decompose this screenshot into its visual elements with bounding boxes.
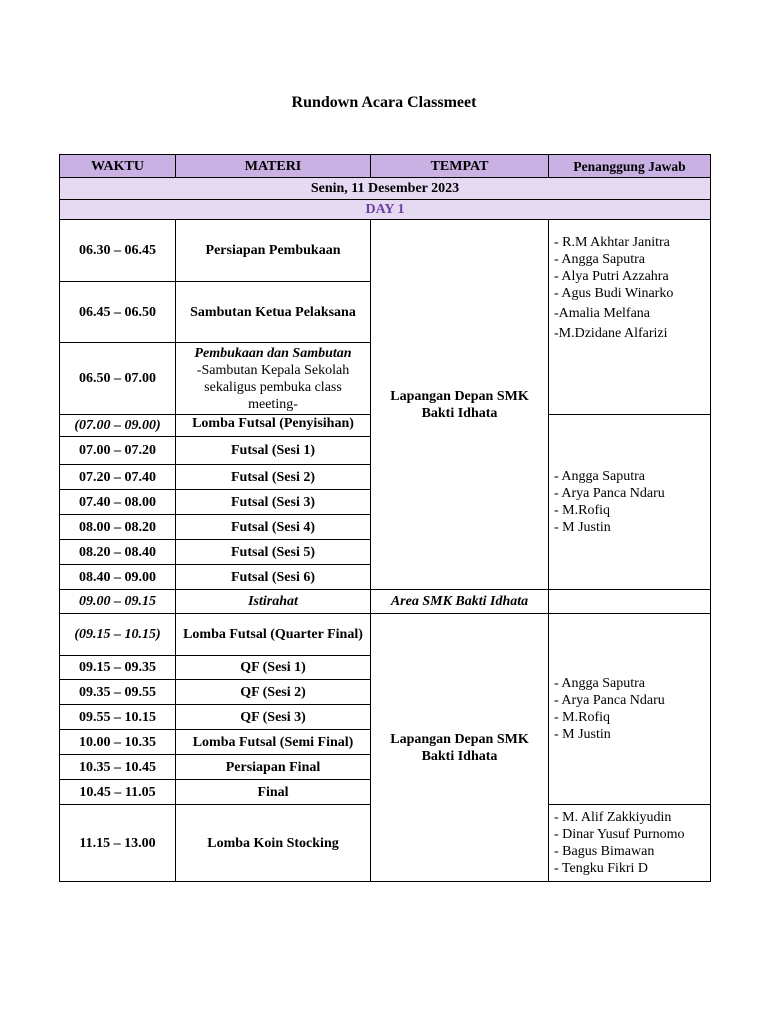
- waktu-cell: 10.35 – 10.45: [60, 755, 176, 780]
- day-cell: DAY 1: [60, 200, 711, 220]
- waktu-cell: (09.15 – 10.15): [60, 614, 176, 656]
- header-penanggung-jawab: Penanggung Jawab: [549, 155, 711, 178]
- pj-name: - Dinar Yusuf Purnomo: [554, 827, 685, 842]
- waktu-cell: 09.55 – 10.15: [60, 705, 176, 730]
- pj-cell-empty: [549, 590, 711, 614]
- materi-cell: Sambutan Ketua Pelaksana: [176, 282, 371, 343]
- waktu-cell: 08.00 – 08.20: [60, 515, 176, 540]
- waktu-cell: 08.20 – 08.40: [60, 540, 176, 565]
- pj-cell-group-1: [549, 220, 711, 415]
- materi-cell: Futsal (Sesi 6): [176, 565, 371, 590]
- waktu-cell: 10.00 – 10.35: [60, 730, 176, 755]
- materi-cell: Futsal (Sesi 3): [176, 490, 371, 515]
- materi-title: Pembukaan dan Sambutan: [194, 345, 352, 361]
- pj-name: - Angga Saputra: [554, 676, 645, 691]
- tempat-cell-lapangan-1: Lapangan Depan SMK Bakti Idhata: [371, 220, 549, 590]
- pj-name: - Angga Saputra: [554, 252, 645, 267]
- pj-cell-group-3: [549, 614, 711, 805]
- materi-cell: Futsal (Sesi 2): [176, 465, 371, 490]
- pj-name: - M.Rofiq: [554, 503, 610, 518]
- materi-cell: Final: [176, 780, 371, 805]
- waktu-cell: 11.15 – 13.00: [60, 805, 176, 882]
- materi-cell: Lomba Koin Stocking: [176, 805, 371, 882]
- waktu-cell: 06.50 – 07.00: [60, 343, 176, 415]
- tempat-cell-lapangan-2: Lapangan Depan SMK Bakti Idhata: [371, 614, 549, 882]
- materi-cell: Lomba Futsal (Penyisihan): [176, 415, 371, 437]
- materi-cell: Persiapan Final: [176, 755, 371, 780]
- tempat-cell-area: Area SMK Bakti Idhata: [371, 590, 549, 614]
- rundown-table: [59, 154, 711, 882]
- materi-cell: Futsal (Sesi 4): [176, 515, 371, 540]
- pj-name: - Tengku Fikri D: [554, 861, 649, 876]
- waktu-cell: 08.40 – 09.00: [60, 565, 176, 590]
- waktu-cell: 06.30 – 06.45: [60, 220, 176, 282]
- table-row: [60, 220, 711, 282]
- materi-cell: [176, 343, 371, 415]
- waktu-cell: 07.20 – 07.40: [60, 465, 176, 490]
- document-title: Rundown Acara Classmeet: [291, 94, 477, 111]
- date-row: [60, 178, 711, 200]
- pj-name: - Arya Panca Ndaru: [554, 486, 665, 501]
- pj-name: - Arya Panca Ndaru: [554, 693, 665, 708]
- pj-name: - Bagus Bimawan: [554, 844, 655, 859]
- header-materi: MATERI: [176, 155, 371, 178]
- materi-cell: Persiapan Pembukaan: [176, 220, 371, 282]
- pj-name: - M.Rofiq: [554, 710, 610, 725]
- waktu-cell: 09.00 – 09.15: [60, 590, 176, 614]
- pj-name: - M Justin: [554, 520, 611, 535]
- pj-name: - Alya Putri Azzahra: [554, 269, 669, 284]
- header-row: [60, 155, 711, 178]
- pj-name: - M Justin: [554, 727, 611, 742]
- date-cell: Senin, 11 Desember 2023: [60, 178, 711, 200]
- header-waktu: WAKTU: [60, 155, 176, 178]
- waktu-cell: 07.00 – 07.20: [60, 437, 176, 465]
- materi-subtitle: -Sambutan Kepala Sekolah sekaligus pembuka class meeting-: [196, 362, 350, 412]
- waktu-cell: 09.35 – 09.55: [60, 680, 176, 705]
- table-row: [60, 614, 711, 656]
- pj-name: - Agus Budi Winarko: [554, 286, 674, 301]
- materi-cell: Istirahat: [176, 590, 371, 614]
- pj-name: - Angga Saputra: [554, 469, 645, 484]
- materi-cell: QF (Sesi 2): [176, 680, 371, 705]
- pj-name: -Amalia Melfana: [554, 306, 651, 321]
- pj-name: - M. Alif Zakkiyudin: [554, 810, 672, 825]
- materi-cell: Lomba Futsal (Semi Final): [176, 730, 371, 755]
- day-row: [60, 200, 711, 220]
- materi-cell: QF (Sesi 1): [176, 656, 371, 680]
- materi-cell: Lomba Futsal (Quarter Final): [176, 614, 371, 656]
- pj-cell-group-2: [549, 415, 711, 590]
- waktu-cell: 10.45 – 11.05: [60, 780, 176, 805]
- materi-cell: Futsal (Sesi 5): [176, 540, 371, 565]
- materi-cell: QF (Sesi 3): [176, 705, 371, 730]
- pj-name: - R.M Akhtar Janitra: [554, 235, 670, 250]
- pj-name: -M.Dzidane Alfarizi: [554, 326, 668, 341]
- header-tempat: TEMPAT: [371, 155, 549, 178]
- waktu-cell: (07.00 – 09.00): [60, 415, 176, 437]
- pj-cell-group-4: [549, 805, 711, 882]
- waktu-cell: 07.40 – 08.00: [60, 490, 176, 515]
- table-row: [60, 590, 711, 614]
- materi-cell: Futsal (Sesi 1): [176, 437, 371, 465]
- waktu-cell: 06.45 – 06.50: [60, 282, 176, 343]
- waktu-cell: 09.15 – 09.35: [60, 656, 176, 680]
